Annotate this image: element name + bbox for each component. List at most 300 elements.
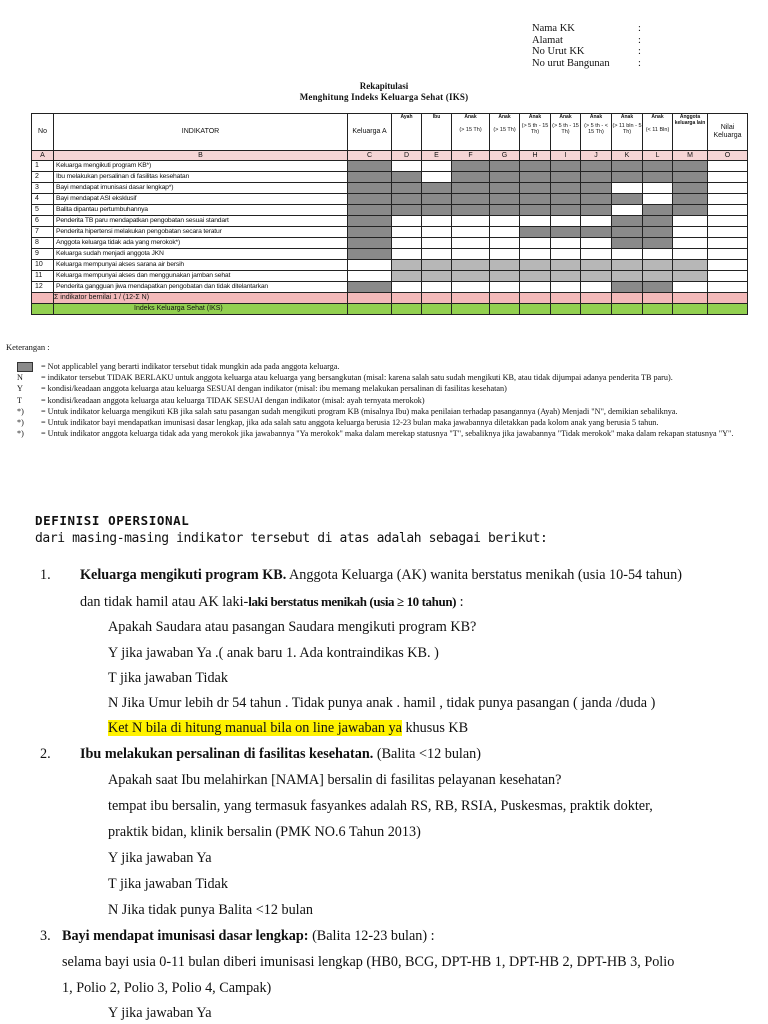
section-3-heading-rest: (Balita 12-23 bulan) : <box>308 928 435 944</box>
header-anak-label: Anak <box>620 114 634 120</box>
document-subtitle: Menghitung Indeks Keluarga Sehat (IKS) <box>299 92 469 102</box>
section-1-line1 <box>80 567 682 584</box>
indicator-label: Penderita gangguan jiwa mendapatkan pengobatan dan tidak ditelantarkan <box>54 282 348 293</box>
letter-cell: C <box>348 151 392 161</box>
legend-symbol: T <box>17 395 23 405</box>
indicator-number: 3 <box>32 183 54 194</box>
header-anak-k <box>612 114 643 151</box>
section-1-line2-plain: dan tidak hamil atau AK laki- <box>80 594 249 610</box>
household-shaded-cell <box>551 271 581 282</box>
entry-cell[interactable] <box>708 172 748 183</box>
entry-cell[interactable] <box>452 238 490 249</box>
entry-cell[interactable] <box>452 227 490 238</box>
not-applicable-cell <box>612 238 643 249</box>
legend-item-note-imunisasi <box>17 418 753 428</box>
not-applicable-cell <box>551 227 581 238</box>
entry-cell[interactable] <box>612 183 643 194</box>
entry-cell[interactable] <box>551 249 581 260</box>
entry-cell[interactable] <box>673 216 708 227</box>
not-applicable-cell <box>643 282 673 293</box>
household-shaded-cell <box>673 271 708 282</box>
household-shaded-cell <box>422 271 452 282</box>
entry-cell[interactable] <box>673 249 708 260</box>
indicator-row <box>32 260 748 271</box>
info-colon: : <box>638 57 641 69</box>
not-applicable-cell <box>348 205 392 216</box>
not-applicable-cell <box>392 194 422 205</box>
not-applicable-cell <box>348 172 392 183</box>
legend-symbol: N <box>17 373 23 383</box>
indicator-row <box>32 249 748 260</box>
sum-cell <box>490 293 520 304</box>
iks-cell <box>348 304 392 315</box>
household-shaded-cell <box>422 260 452 271</box>
entry-cell[interactable] <box>643 194 673 205</box>
indicator-number: 4 <box>32 194 54 205</box>
header-anak-age: (< 11 Bln) <box>645 127 670 133</box>
iks-cell <box>520 304 551 315</box>
entry-cell[interactable] <box>708 271 748 282</box>
section-3-l2: 1, Polio 2, Polio 3, Polio 4, Campak) <box>62 980 272 996</box>
not-applicable-cell <box>520 161 551 172</box>
sum-cell <box>422 293 452 304</box>
household-shaded-cell <box>612 271 643 282</box>
header-anak-label: Anak <box>464 114 477 120</box>
info-label: No Urut KK <box>532 46 585 58</box>
entry-cell[interactable] <box>422 227 452 238</box>
iks-label-text: Indeks Keluarga Sehat (IKS) <box>134 305 223 312</box>
entry-cell[interactable] <box>490 249 520 260</box>
header-keluarga: Keluarga A <box>348 114 392 151</box>
info-row-no-urut-kk <box>532 46 648 58</box>
section-2-heading: Ibu melakukan persalinan di fasilitas kesehatan. <box>80 746 374 762</box>
indicator-number: 12 <box>32 282 54 293</box>
section-2-q1: Apakah saat Ibu melahirkan [NAMA] bersalin di fasilitas pelayanan kesehatan? <box>108 772 562 788</box>
not-applicable-cell <box>551 183 581 194</box>
letter-cell: G <box>490 151 520 161</box>
indicator-number: 10 <box>32 260 54 271</box>
indicator-label: Keluarga mempunyai akses sarana air bersih <box>54 260 348 271</box>
sum-cell <box>452 293 490 304</box>
entry-cell[interactable] <box>520 216 551 227</box>
info-label: Nama KK <box>532 23 575 34</box>
entry-cell[interactable] <box>452 282 490 293</box>
entry-cell[interactable] <box>708 205 748 216</box>
not-applicable-cell <box>643 205 673 216</box>
entry-cell[interactable] <box>422 282 452 293</box>
sum-cell <box>520 293 551 304</box>
not-applicable-cell <box>520 183 551 194</box>
indicator-label: Balita dipantau pertumbuhannya <box>54 205 348 216</box>
not-applicable-cell <box>673 194 708 205</box>
indicator-label: Penderita hipertensi melakukan pengobatan secara teratur <box>54 227 348 238</box>
sum-cell <box>551 293 581 304</box>
not-applicable-cell <box>392 183 422 194</box>
not-applicable-cell <box>348 282 392 293</box>
indicator-label: Penderita TB paru mendapatkan pengobatan sesuai standart <box>54 216 348 227</box>
household-shaded-cell <box>581 271 612 282</box>
not-applicable-cell <box>673 172 708 183</box>
not-applicable-cell <box>581 227 612 238</box>
entry-cell[interactable] <box>708 249 748 260</box>
not-applicable-cell <box>348 249 392 260</box>
indicator-number: 8 <box>32 238 54 249</box>
indicator-label: Keluarga mengikuti program KB*) <box>54 161 348 172</box>
iks-cell <box>643 304 673 315</box>
header-anak-age: (> 15 Th) <box>459 127 482 133</box>
entry-cell[interactable] <box>581 249 612 260</box>
entry-cell[interactable] <box>422 161 452 172</box>
not-applicable-cell <box>612 194 643 205</box>
header-anak-h <box>520 114 551 151</box>
iks-table <box>31 113 748 315</box>
entry-cell[interactable] <box>581 216 612 227</box>
household-shaded-cell <box>643 271 673 282</box>
legend-item-t <box>17 396 753 406</box>
indicator-label: Keluarga mempunyai akses dan menggunakan jamban sehat <box>54 271 348 282</box>
legend-item-y <box>17 384 753 394</box>
not-applicable-cell <box>643 227 673 238</box>
info-row-alamat <box>532 35 648 47</box>
section-1-line1-rest: Anggota Keluarga (AK) wanita berstatus menikah (usia 10-54 tahun) <box>286 567 682 583</box>
entry-cell[interactable] <box>490 238 520 249</box>
entry-cell[interactable] <box>422 216 452 227</box>
not-applicable-cell <box>490 172 520 183</box>
indicator-label: Bayi mendapat imunisasi dasar lengkap*) <box>54 183 348 194</box>
household-shaded-cell <box>520 260 551 271</box>
definisi-title: DEFINISI OPERSIONAL <box>35 513 190 528</box>
section-1-n: N Jika Umur lebih dr 54 tahun . Tidak punya anak . hamil , tidak punya pasangan ( janda /duda ) <box>108 695 656 711</box>
not-applicable-cell <box>452 183 490 194</box>
entry-cell[interactable] <box>708 183 748 194</box>
not-applicable-cell <box>348 216 392 227</box>
section-1-note-rest: khusus KB <box>401 720 469 736</box>
household-shaded-cell <box>452 271 490 282</box>
legend-title: Keterangan : <box>6 342 50 352</box>
not-applicable-cell <box>452 205 490 216</box>
not-applicable-cell <box>520 205 551 216</box>
not-applicable-cell <box>452 194 490 205</box>
entry-cell[interactable] <box>452 249 490 260</box>
household-shaded-cell <box>520 271 551 282</box>
entry-cell[interactable] <box>643 183 673 194</box>
section-1-note <box>108 720 468 737</box>
sum-cell <box>348 293 392 304</box>
entry-cell[interactable] <box>392 238 422 249</box>
legend <box>17 362 753 440</box>
letter-cell: H <box>520 151 551 161</box>
not-applicable-cell <box>348 183 392 194</box>
definisi-subtitle: dari masing-masing indikator tersebut di atas adalah sebagai berikut: <box>35 531 548 546</box>
household-shaded-cell <box>452 260 490 271</box>
entry-cell[interactable] <box>673 282 708 293</box>
entry-cell[interactable] <box>422 238 452 249</box>
indicator-row <box>32 282 748 293</box>
household-shaded-cell <box>612 260 643 271</box>
letter-cell: A <box>32 151 54 161</box>
section-1-question: Apakah Saudara atau pasangan Saudara mengikuti program KB? <box>108 619 477 635</box>
not-applicable-cell <box>581 161 612 172</box>
not-applicable-cell <box>551 172 581 183</box>
sum-no <box>32 293 54 304</box>
entry-cell[interactable] <box>520 282 551 293</box>
section-3-heading-line <box>62 928 435 945</box>
section-2-number: 2. <box>40 746 51 762</box>
entry-cell[interactable] <box>581 238 612 249</box>
section-1-line2-bold: laki berstatus menikah (usia ≥ 10 tahun) <box>248 594 457 609</box>
not-applicable-cell <box>612 282 643 293</box>
legend-text: = Not applicablel yang berarti indikator tersebut tidak mungkin ada pada anggota keluarga. <box>41 362 340 371</box>
not-applicable-cell <box>612 216 643 227</box>
header-anggota-lain: Anggota keluarga lain <box>673 114 708 151</box>
entry-cell[interactable] <box>673 227 708 238</box>
header-anak-label: Anak <box>651 114 664 120</box>
sum-cell <box>708 293 748 304</box>
entry-cell[interactable] <box>392 282 422 293</box>
entry-cell[interactable] <box>348 260 392 271</box>
entry-cell[interactable] <box>708 282 748 293</box>
sum-label: Σ indikator bernilai 1 / (12-Σ N) <box>54 293 348 304</box>
iks-cell <box>422 304 452 315</box>
indicator-label: Keluarga sudah menjadi anggota JKN <box>54 249 348 260</box>
legend-text: = Untuk indikator anggota keluarga tidak ada yang merokok jika jawabannya "Ya merokok" maka dalam merekap statusnya "T", sebaliknya jika jawabannya "Tidak merokok" maka dalam rekapan statusnya "Y". <box>41 429 734 439</box>
section-2-t: T jika jawaban Tidak <box>108 876 228 892</box>
indicator-label: Anggota keluarga tidak ada yang merokok*) <box>54 238 348 249</box>
info-colon: : <box>638 46 641 58</box>
entry-cell[interactable] <box>551 282 581 293</box>
indicator-row <box>32 205 748 216</box>
entry-cell[interactable] <box>708 194 748 205</box>
letter-cell: L <box>643 151 673 161</box>
entry-cell[interactable] <box>392 161 422 172</box>
section-1-heading: Keluarga mengikuti program KB. <box>80 567 287 583</box>
not-applicable-cell <box>551 194 581 205</box>
indicator-number: 9 <box>32 249 54 260</box>
header-indikator: INDIKATOR <box>54 114 348 151</box>
not-applicable-cell <box>392 205 422 216</box>
household-shaded-cell <box>643 260 673 271</box>
header-ibu: Ibu <box>422 114 452 151</box>
entry-cell[interactable] <box>581 282 612 293</box>
indicator-row <box>32 172 748 183</box>
not-applicable-cell <box>551 205 581 216</box>
not-applicable-cell <box>520 227 551 238</box>
column-letter-row <box>32 151 748 161</box>
not-applicable-cell <box>612 172 643 183</box>
household-shaded-cell <box>551 260 581 271</box>
header-no: No <box>32 114 54 151</box>
entry-cell[interactable] <box>490 216 520 227</box>
indicator-label: Ibu melakukan persalinan di fasilitas kesehatan <box>54 172 348 183</box>
letter-cell: K <box>612 151 643 161</box>
not-applicable-cell <box>581 205 612 216</box>
letter-cell: D <box>392 151 422 161</box>
not-applicable-cell <box>348 238 392 249</box>
iks-cell <box>490 304 520 315</box>
legend-symbol: Y <box>17 384 23 394</box>
legend-text: = kondisi/keadaan anggota keluarga atau keluarga TIDAK SESUAI dengan indikator (misal: ayah ternyata merokok) <box>41 395 425 405</box>
not-applicable-cell <box>490 205 520 216</box>
not-applicable-cell <box>452 172 490 183</box>
entry-cell[interactable] <box>673 238 708 249</box>
household-shaded-cell <box>392 271 422 282</box>
entry-cell[interactable] <box>490 282 520 293</box>
header-anak-label: Anak <box>528 114 542 120</box>
header-anak-g <box>490 114 520 151</box>
entry-cell[interactable] <box>490 227 520 238</box>
not-applicable-cell <box>643 216 673 227</box>
legend-text: = Untuk indikator keluarga mengikuti KB jika salah satu pasangan sudah mengikuti program KB (misalnya Ibu) maka penilaian terhadap pasangannya (Ayah) Menjadi "N", demikian sebaliknya. <box>41 406 678 416</box>
not-applicable-cell <box>581 183 612 194</box>
iks-cell <box>551 304 581 315</box>
not-applicable-cell <box>673 161 708 172</box>
info-colon: : <box>638 34 641 46</box>
entry-cell[interactable] <box>708 260 748 271</box>
sum-row <box>32 293 748 304</box>
not-applicable-cell <box>490 183 520 194</box>
section-1-t: T jika jawaban Tidak <box>108 670 228 686</box>
legend-item-note-kb <box>17 407 753 417</box>
letter-cell: F <box>452 151 490 161</box>
letter-cell: O <box>708 151 748 161</box>
section-2-q2: tempat ibu bersalin, yang termasuk fasyankes adalah RS, RB, RSIA, Puskesmas, praktik dokter, <box>108 798 653 814</box>
indicator-row <box>32 183 748 194</box>
not-applicable-cell <box>520 194 551 205</box>
not-applicable-cell <box>643 161 673 172</box>
header-anak-age: (> 11 bln - 5 Th) <box>612 123 642 135</box>
entry-cell[interactable] <box>452 216 490 227</box>
household-shaded-cell <box>490 260 520 271</box>
entry-cell[interactable] <box>422 172 452 183</box>
legend-item-n <box>17 373 753 383</box>
legend-symbol: *) <box>17 429 24 439</box>
section-3-l1: selama bayi usia 0-11 bulan diberi imunisasi lengkap (HB0, BCG, DPT-HB 1, DPT-HB 2, DPT-HB 3, Polio <box>62 954 675 970</box>
iks-cell <box>673 304 708 315</box>
entry-cell[interactable] <box>708 238 748 249</box>
iks-cell <box>612 304 643 315</box>
section-3-number: 3. <box>40 928 51 944</box>
household-shaded-cell <box>673 260 708 271</box>
entry-cell[interactable] <box>392 249 422 260</box>
entry-cell[interactable] <box>392 227 422 238</box>
section-1-y: Y jika jawaban Ya .( anak baru 1. Ada kontraindikas KB. ) <box>108 645 439 661</box>
header-anak-i <box>551 114 581 151</box>
not-applicable-cell <box>490 161 520 172</box>
header-anak-j <box>581 114 612 151</box>
indicator-row <box>32 194 748 205</box>
not-applicable-cell <box>348 194 392 205</box>
iks-row <box>32 304 748 315</box>
info-label: No urut Bangunan <box>532 57 610 69</box>
indicator-row <box>32 227 748 238</box>
header-anak-age: (> 5 th - 15 Th) <box>552 123 579 135</box>
header-anak-age: (> 15 Th) <box>493 127 516 133</box>
not-applicable-cell <box>551 161 581 172</box>
not-applicable-cell <box>643 172 673 183</box>
info-label: Alamat <box>532 34 563 46</box>
header-anak-age: (> 5 th - 15 Th) <box>521 123 549 135</box>
iks-cell <box>392 304 422 315</box>
not-applicable-cell <box>348 227 392 238</box>
iks-label <box>54 304 348 315</box>
section-1-line2-end: : <box>456 594 464 610</box>
not-applicable-cell <box>612 161 643 172</box>
entry-cell[interactable] <box>520 238 551 249</box>
not-applicable-cell <box>392 172 422 183</box>
info-colon: : <box>638 23 641 34</box>
sum-cell <box>643 293 673 304</box>
legend-symbol <box>17 362 41 372</box>
sum-cell <box>612 293 643 304</box>
indicator-number: 6 <box>32 216 54 227</box>
iks-cell <box>452 304 490 315</box>
entry-cell[interactable] <box>551 216 581 227</box>
entry-cell[interactable] <box>348 271 392 282</box>
not-applicable-cell <box>673 205 708 216</box>
indicator-number: 1 <box>32 161 54 172</box>
grey-swatch-icon <box>17 362 33 372</box>
household-shaded-cell <box>490 271 520 282</box>
sum-cell <box>392 293 422 304</box>
indicator-row <box>32 271 748 282</box>
section-1-note-highlight: Ket N bila di hitung manual bila on line jawaban ya <box>108 720 402 736</box>
header-anak-l <box>643 114 673 151</box>
header-ayah: Ayah <box>392 114 422 151</box>
section-3-y: Y jika jawaban Ya <box>108 1005 212 1021</box>
section-2-heading-line <box>80 746 481 763</box>
section-2-n: N Jika tidak punya Balita <12 bulan <box>108 902 314 918</box>
section-2-y: Y jika jawaban Ya <box>108 850 212 866</box>
info-row-no-urut-bangunan <box>532 58 648 70</box>
not-applicable-cell <box>673 183 708 194</box>
indicator-row <box>32 216 748 227</box>
legend-item-note-merokok <box>17 429 753 439</box>
entry-cell[interactable] <box>708 227 748 238</box>
entry-cell[interactable] <box>708 161 748 172</box>
legend-text: = kondisi/keadaan anggota keluarga atau keluarga SESUAI dengan indikator (misal: ibu memang melakukan persalinan di fasilitas kesehatan) <box>41 384 507 394</box>
iks-cell <box>581 304 612 315</box>
entry-cell[interactable] <box>520 249 551 260</box>
entry-cell[interactable] <box>643 249 673 260</box>
legend-text: = Untuk indikator bayi mendapatkan imunisasi dasar lengkap, jika ada salah satu anggota keluarga berusia 12-23 bulan maka jawabannya diletakkan pada kolom anak yang berusia 5 tahun. <box>41 418 659 428</box>
sum-cell <box>673 293 708 304</box>
not-applicable-cell <box>612 227 643 238</box>
section-1-line2 <box>80 593 464 611</box>
letter-cell: I <box>551 151 581 161</box>
iks-no <box>32 304 54 315</box>
iks-cell <box>708 304 748 315</box>
legend-symbol: *) <box>17 418 24 428</box>
indicator-row <box>32 161 748 172</box>
letter-cell: E <box>422 151 452 161</box>
info-row-nama-kk <box>532 23 648 35</box>
header-anak-label: Anak <box>559 114 572 120</box>
entry-cell[interactable] <box>612 205 643 216</box>
entry-cell[interactable] <box>392 216 422 227</box>
not-applicable-cell <box>581 172 612 183</box>
indicator-row <box>32 238 748 249</box>
indicator-number: 7 <box>32 227 54 238</box>
family-info-block <box>532 23 648 69</box>
header-anak-label: Anak <box>589 114 603 120</box>
entry-cell[interactable] <box>612 249 643 260</box>
entry-cell[interactable] <box>422 249 452 260</box>
entry-cell[interactable] <box>708 216 748 227</box>
header-anak-age: (> 5 th - < 15 Th) <box>584 123 608 135</box>
header-nilai-keluarga: Nilai Keluarga <box>708 114 748 151</box>
legend-item-not-applicable <box>17 362 753 372</box>
entry-cell[interactable] <box>551 238 581 249</box>
